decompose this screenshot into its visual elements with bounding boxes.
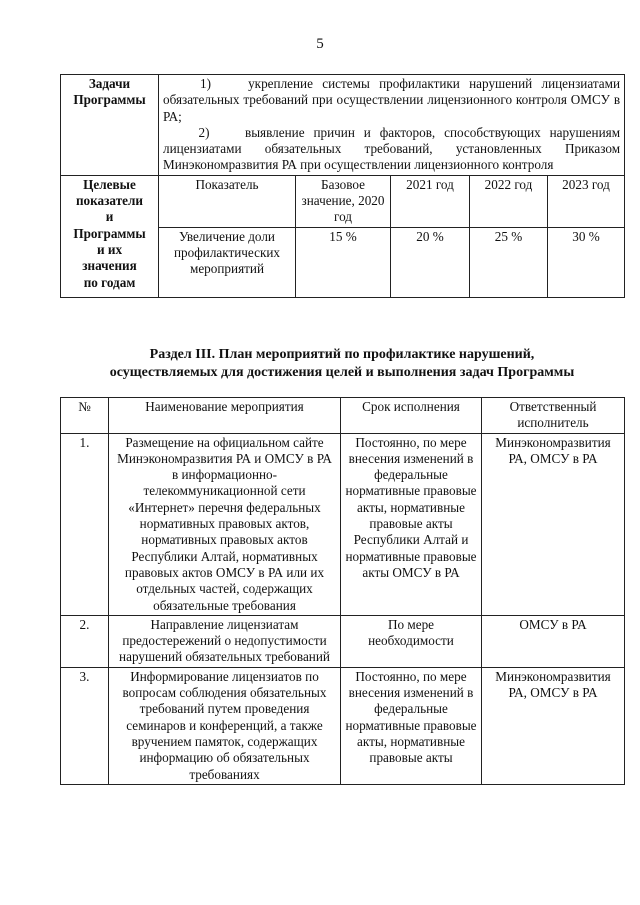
col-2022: 2022 год bbox=[470, 175, 548, 227]
table-row bbox=[61, 615, 625, 667]
deadline: Постоянно, по мере внесения изменений в федеральные нормативные правовые акты, нормативные правовые акты Республики Алтай и нормативные правовые акты ОМСУ в РА bbox=[341, 433, 482, 615]
activity-name: Размещение на официальном сайте Минэкономразвития РА и ОМСУ в РА в информационно-телекоммуникационной сети «Интернет» перечня федеральных нормативных правовых актов, нормативных правовых актов Республики Алтай, нормативных правовых актов ОМСУ в РА или их отдельных частей, содержащих обязательные требования bbox=[109, 433, 341, 615]
responsible: Минэкономразвития РА, ОМСУ в РА bbox=[482, 433, 625, 615]
col-number: № bbox=[61, 398, 109, 434]
task-item: 2) выявление причин и факторов, способствующих нарушениям лицензиатами обязательных требований, установленных Приказом Минэкономразвития РА при осуществлении лицензионного контроля bbox=[163, 124, 621, 173]
task-item: 1) укрепление системы профилактики нарушений лицензиатами обязательных требований при осуществлении лицензионного контроля ОМСУ в РА; bbox=[163, 76, 621, 124]
col-2021: 2021 год bbox=[391, 175, 470, 227]
value-2021: 20 % bbox=[391, 227, 470, 297]
col-deadline: Срок исполнения bbox=[341, 398, 482, 434]
goals-table bbox=[60, 74, 625, 298]
col-base-value: Базовое значение, 2020 год bbox=[296, 175, 391, 227]
section-title: Раздел III. План мероприятий по профилактике нарушений, осуществляемых для достижения целей и выполнения задач Программы bbox=[109, 347, 575, 380]
responsible: ОМСУ в РА bbox=[482, 615, 625, 667]
row-number: 2. bbox=[61, 615, 109, 667]
table-row bbox=[61, 433, 625, 615]
col-indicator: Показатель bbox=[159, 175, 296, 227]
deadline: Постоянно, по мере внесения изменений в федеральные нормативные правовые акты, нормативные правовые акты bbox=[341, 667, 482, 784]
tasks-label: Задачи Программы bbox=[61, 75, 159, 176]
row-number: 3. bbox=[61, 667, 109, 784]
indicator-name: Увеличение доли профилактических мероприятий bbox=[159, 227, 296, 297]
activity-name: Информирование лицензиатов по вопросам соблюдения обязательных требований путем проведения семинаров и конференций, а также вручением памяток, содержащих информацию об обязательных требованиях bbox=[109, 667, 341, 784]
plan-header-row bbox=[61, 398, 625, 434]
col-activity: Наименование мероприятия bbox=[109, 398, 341, 434]
col-responsible: Ответственный исполнитель bbox=[482, 398, 625, 434]
indicators-header-row bbox=[61, 175, 625, 227]
tasks-row bbox=[61, 75, 625, 176]
responsible: Минэкономразвития РА, ОМСУ в РА bbox=[482, 667, 625, 784]
value-2023: 30 % bbox=[548, 227, 625, 297]
deadline: По мере необходимости bbox=[341, 615, 482, 667]
tasks-cell bbox=[159, 75, 625, 176]
col-2023: 2023 год bbox=[548, 175, 625, 227]
table-row bbox=[61, 667, 625, 784]
activity-name: Направление лицензиатам предостережений о недопустимости нарушений обязательных требований bbox=[109, 615, 341, 667]
page-number: 5 bbox=[316, 36, 324, 52]
indicators-label: Целевые показатели и Программы и их значения по годам bbox=[61, 175, 159, 297]
plan-table bbox=[60, 397, 625, 785]
value-2022: 25 % bbox=[470, 227, 548, 297]
base-value: 15 % bbox=[296, 227, 391, 297]
row-number: 1. bbox=[61, 433, 109, 615]
